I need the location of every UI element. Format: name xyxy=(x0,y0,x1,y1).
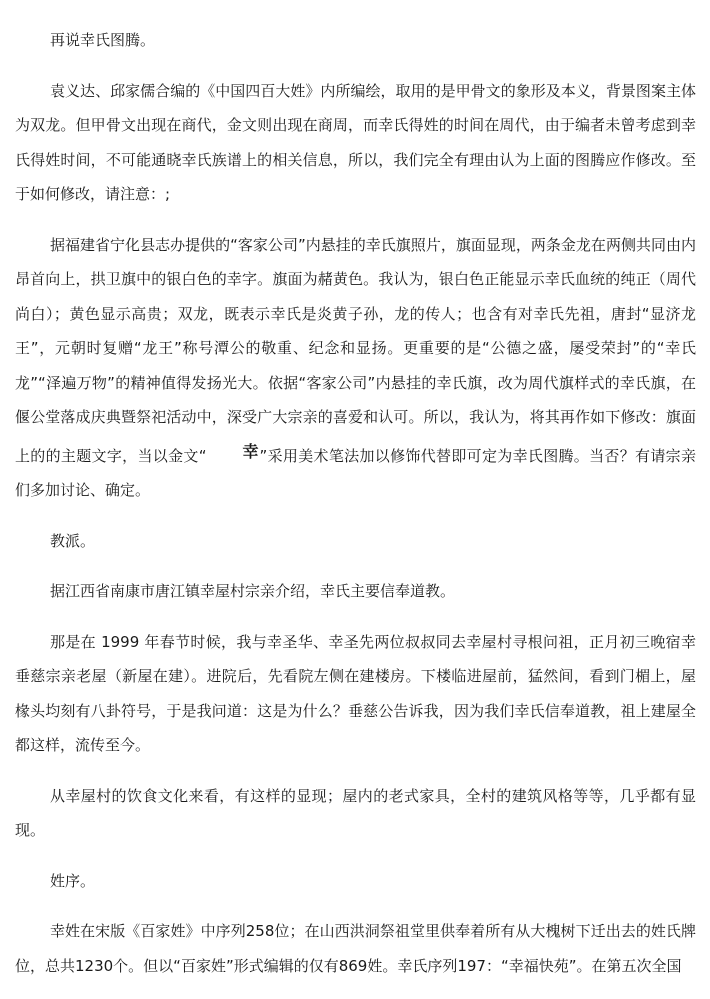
paragraph-religion-intro: 据江西省南康市唐江镇幸屋村宗亲介绍，幸氏主要信奉道教。 xyxy=(50,582,456,600)
paragraph-totem-origin: 袁义达、邱家儒合编的《中国四百大姓》内所编绘，取用的是甲骨文的象形及本义，背景图案主体为双龙。但甲骨文出现在商代，金文则出现在商周，而幸氏得姓的时间在周代，由于编者未曾考虑到幸氏得姓时间，不可能通晓幸氏族谱上的相关信息，所以，我们完全有理由认为上面的图腾应作修改。至于如何修改，请注意：; xyxy=(15,81,696,203)
paragraph-religion-evidence: 从幸屋村的饮食文化来看，有这样的显现；屋内的老式家具，全村的建筑风格等等，几乎都有显现。 xyxy=(15,786,696,839)
paragraph-totem-revision xyxy=(15,228,696,508)
paragraph-totem-heading: 再说幸氏图腾。 xyxy=(50,31,156,49)
bronze-script-xing-glyph: 幸 xyxy=(242,441,259,461)
paragraph-religion-story: 那是在 1999 年春节时候，我与幸圣华、幸圣先两位叔叔同去幸屋村寻根问祖，正月初三晚宿幸垂慈宗亲老屋（新屋在建）。进院后，先看院左侧在建楼房。下楼临进屋前，猛然间，看到门楣上，屋椽头均刻有八卦符号，于是我问道：这是为什么？垂慈公告诉我，因为我们幸氏信奉道教，祖上建屋全都这样，流传至今。 xyxy=(15,632,696,754)
paragraph-ranking-heading: 姓序。 xyxy=(50,871,96,890)
paragraph-text-after-glyph: ”采用美术笔法加以修饰代替即可定为幸氏图腾。当否？有请宗亲们多加讨论、确定。 xyxy=(15,446,696,499)
paragraph-text-before-glyph: 据福建省宁化县志办提供的“客家公司”内悬挂的幸氏旗照片，旗面显现，两条金龙在两侧共同由内昂首向上，拱卫旗中的银白色的幸字。旗面为赭黄色。我认为，银白色正能显示幸氏血统的纯正（周代尚白）；黄色显示高贵；双龙，既表示幸氏是炎黄子孙，龙的传人；也含有对幸氏先祖，唐封“显济龙王”，元朝时复赠“龙王”称号潭公的敬重、纪念和显扬。更重要的是“公德之盛，屡受荣封”的“幸氏龙”“泽遍万物”的精神值得发扬光大。依据“客家公司”内悬挂的幸氏旗，改为周代旗样式的幸氏旗，在偃公堂落成庆典暨祭祀活动中，深受广大宗亲的喜爱和认可。所以，我认为，将其再作如下修改：旗面上的的主题文字，当以金文“ xyxy=(15,235,696,465)
paragraph-ranking-body: 幸姓在宋版《百家姓》中序列258位；在山西洪洞祭祖堂里供奉着所有从大槐树下迁出去的姓氏牌位，总共1230个。但以“百家姓”形式编辑的仅有869姓。幸氏序列197：“幸福快苑”。在第五次全国 xyxy=(15,922,696,975)
paragraph-religion-heading: 教派。 xyxy=(50,531,96,550)
